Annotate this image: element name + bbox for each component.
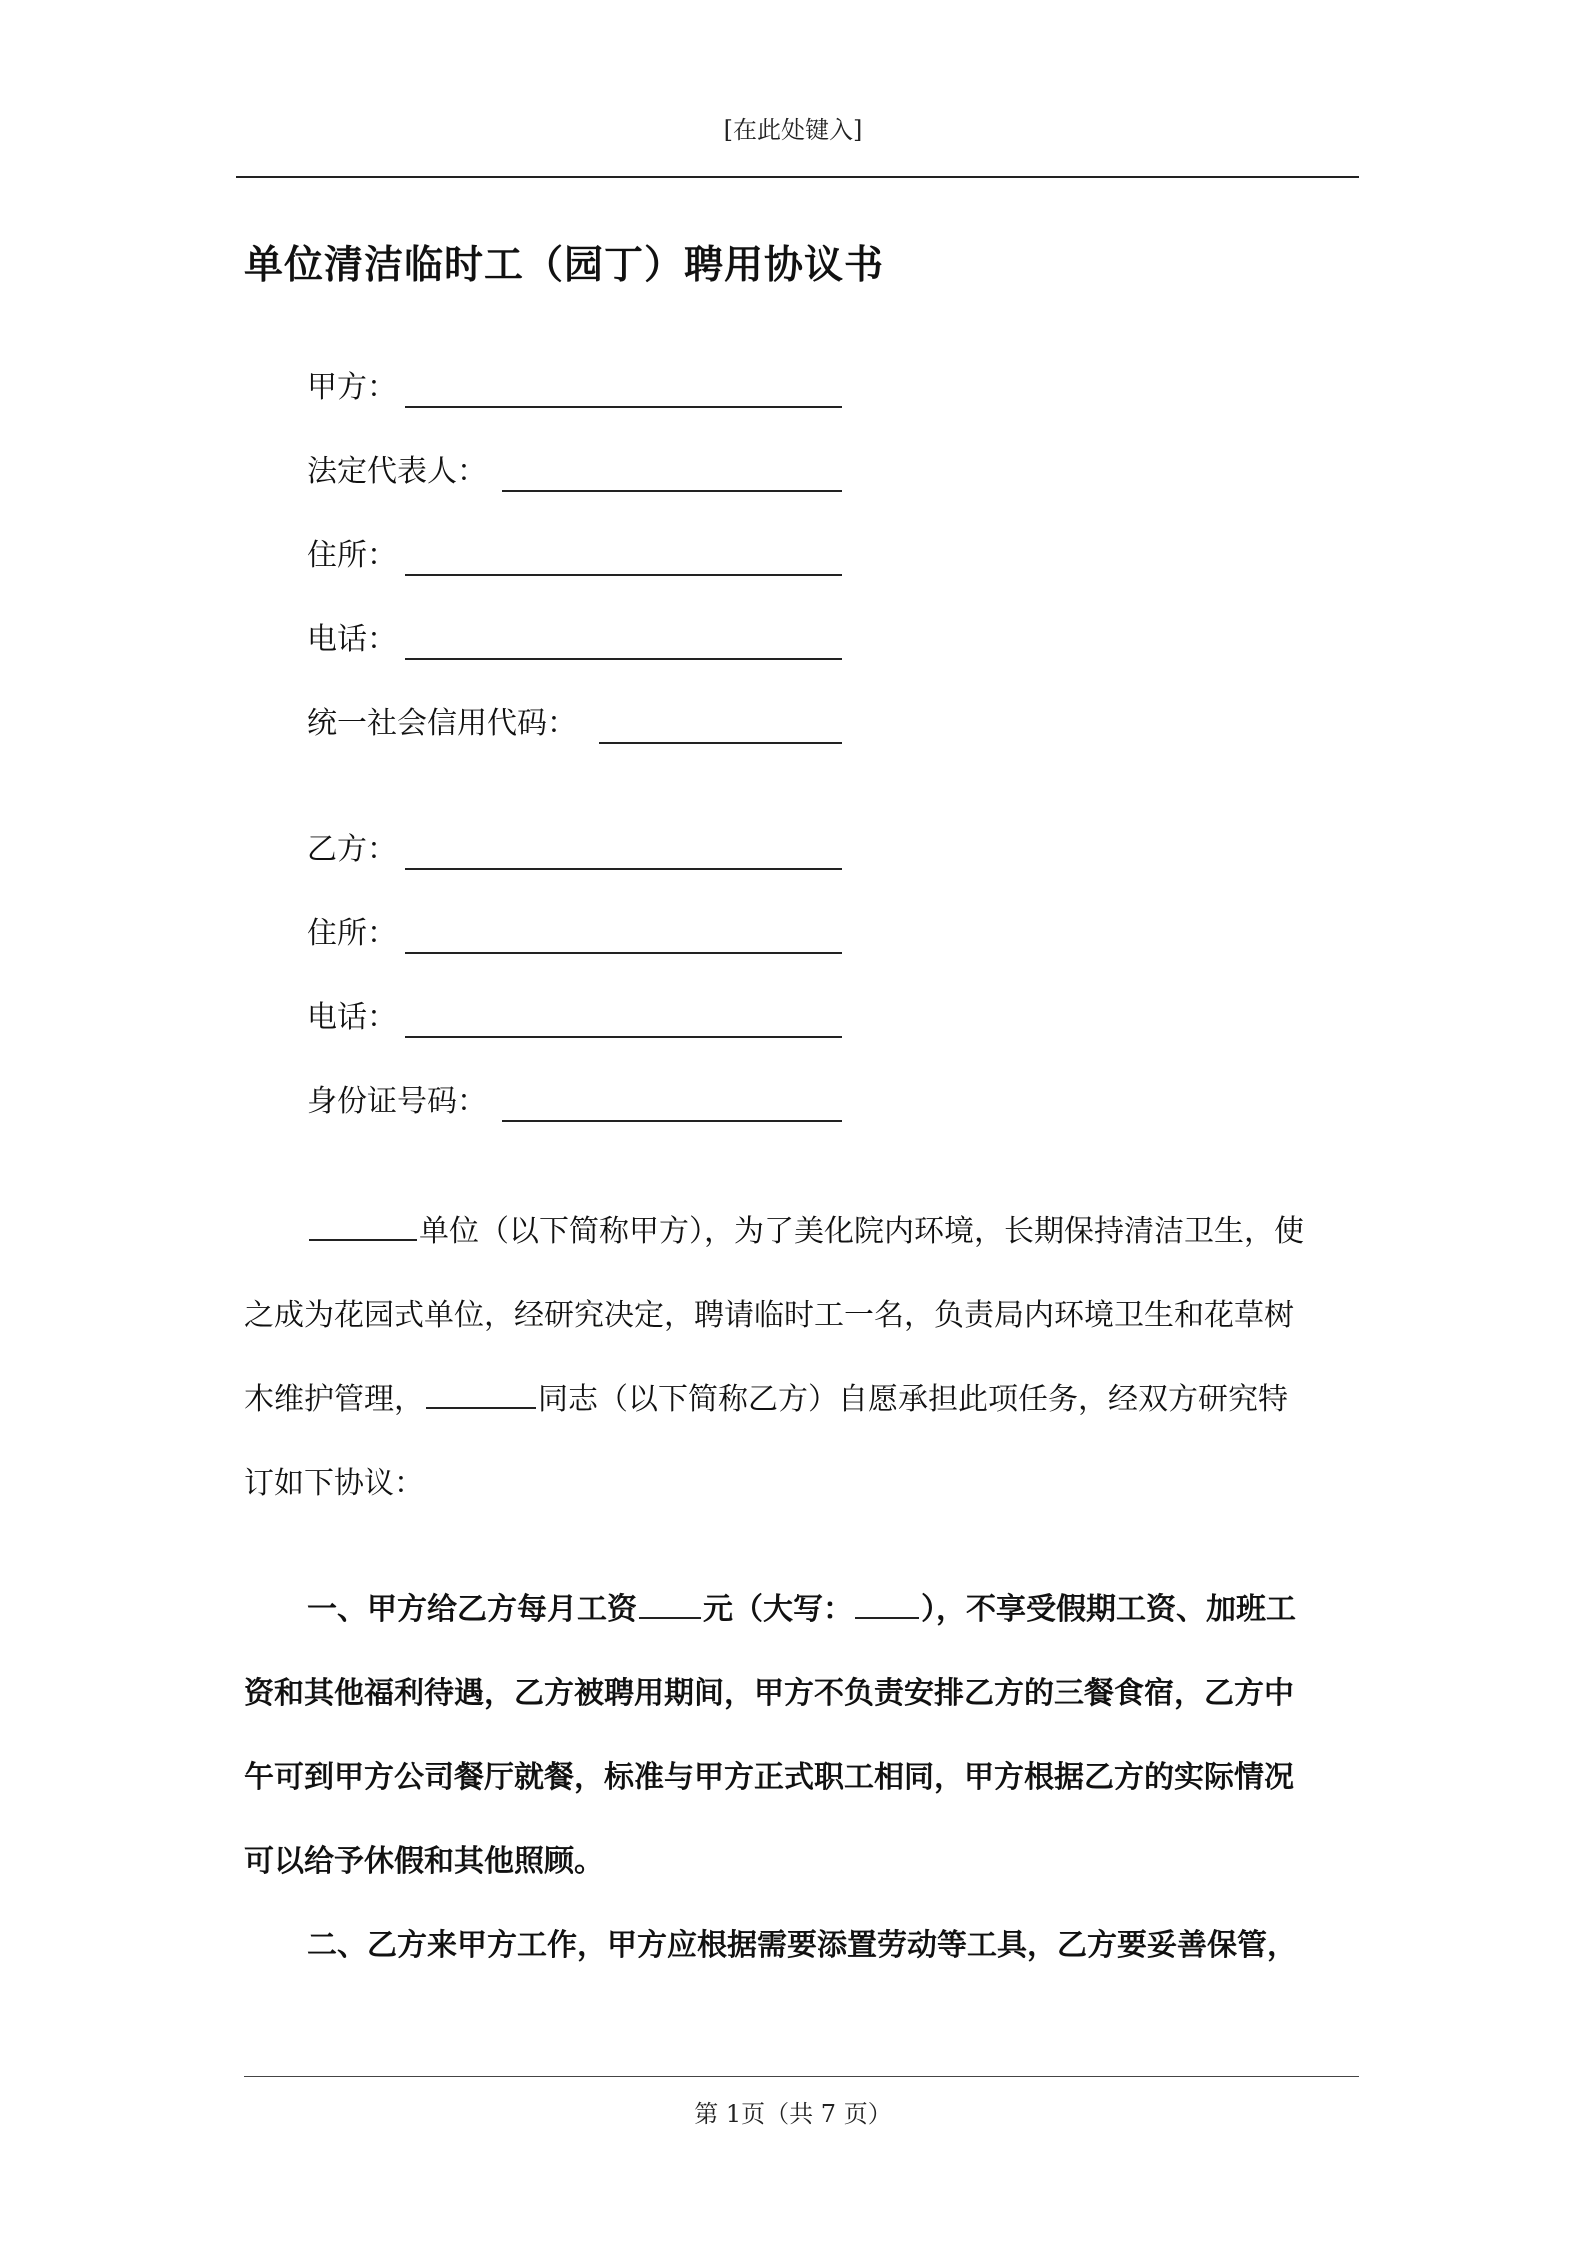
party-a-address-field — [307, 532, 397, 576]
party-a-credit-code-field — [307, 700, 577, 744]
intro-line-2: 之成为花园式单位，经研究决定，聘请临时工一名，负责局内环境卫生和花草树 — [244, 1298, 1294, 1333]
party-b-id-blank[interactable] — [502, 1120, 842, 1122]
intro-line-3 — [244, 1358, 1359, 1442]
party-a-name-blank[interactable] — [405, 406, 842, 408]
page-header: [在此处键入] — [723, 116, 863, 144]
party-a-phone-blank[interactable] — [405, 658, 842, 660]
party-a-rep-field — [307, 448, 487, 492]
monthly-wage-blank[interactable] — [639, 1587, 701, 1619]
comrade-name-blank[interactable] — [426, 1377, 536, 1409]
wage-uppercase-blank[interactable] — [855, 1587, 919, 1619]
intro-line-1 — [244, 1190, 1359, 1274]
page-footer: 第 1页（共 7 页） — [694, 2100, 892, 2128]
party-a-address-label: 住所： — [307, 538, 397, 573]
clause-1-line-1-c: ），不享受假期工资、加班工 — [921, 1592, 1296, 1627]
clause-1-line-3: 午可到甲方公司餐厅就餐，标准与甲方正式职工相同，甲方根据乙方的实际情况 — [244, 1760, 1294, 1795]
clause-1-line-4: 可以给予休假和其他照顾。 — [244, 1844, 604, 1879]
party-b-name-blank[interactable] — [405, 868, 842, 870]
party-b-address-label: 住所： — [307, 916, 397, 951]
party-b-phone-label: 电话： — [307, 1000, 397, 1035]
document-title: 单位清洁临时工（园丁）聘用协议书 — [244, 243, 885, 288]
party-a-phone-field — [307, 616, 397, 660]
party-a-rep-blank[interactable] — [502, 490, 842, 492]
party-a-credit-code-blank[interactable] — [599, 742, 842, 744]
intro-line-1-text: 单位（以下简称甲方），为了美化院内环境，长期保持清洁卫生，使 — [419, 1214, 1304, 1249]
clause-1-line-2: 资和其他福利待遇，乙方被聘用期间，甲方不负责安排乙方的三餐食宿，乙方中 — [244, 1676, 1294, 1711]
clause-2-paragraph — [244, 1904, 1359, 1988]
intro-paragraph — [244, 1190, 1359, 1526]
party-a-name-field — [307, 364, 397, 408]
party-a-name-label: 甲方： — [307, 370, 397, 405]
party-b-address-field — [307, 910, 397, 954]
clause-1-line-1-b: 元（大写： — [703, 1592, 853, 1627]
header-divider — [236, 176, 1359, 178]
party-b-name-label: 乙方： — [307, 832, 397, 867]
party-a-credit-code-label: 统一社会信用代码： — [307, 706, 577, 741]
party-b-phone-field — [307, 994, 397, 1038]
intro-line-4: 订如下协议： — [244, 1466, 424, 1501]
party-a-phone-label: 电话： — [307, 622, 397, 657]
footer-divider — [244, 2076, 1359, 2077]
party-b-name-field — [307, 826, 397, 870]
party-b-address-blank[interactable] — [405, 952, 842, 954]
party-b-id-label: 身份证号码： — [307, 1084, 487, 1119]
party-a-rep-label: 法定代表人： — [307, 454, 487, 489]
intro-line-3-b: 同志（以下简称乙方）自愿承担此项任务，经双方研究特 — [538, 1382, 1288, 1417]
clause-1-line-1 — [244, 1568, 1359, 1652]
party-a-address-blank[interactable] — [405, 574, 842, 576]
clause-1-paragraph — [244, 1568, 1359, 1904]
clause-2-line-1: 二、乙方来甲方工作，甲方应根据需要添置劳动等工具，乙方要妥善保管， — [307, 1928, 1297, 1963]
clause-1-line-1-a: 一、甲方给乙方每月工资 — [307, 1592, 637, 1627]
intro-line-3-a: 木维护管理， — [244, 1382, 424, 1417]
unit-name-blank[interactable] — [309, 1209, 417, 1241]
party-b-phone-blank[interactable] — [405, 1036, 842, 1038]
party-b-id-field — [307, 1078, 487, 1122]
